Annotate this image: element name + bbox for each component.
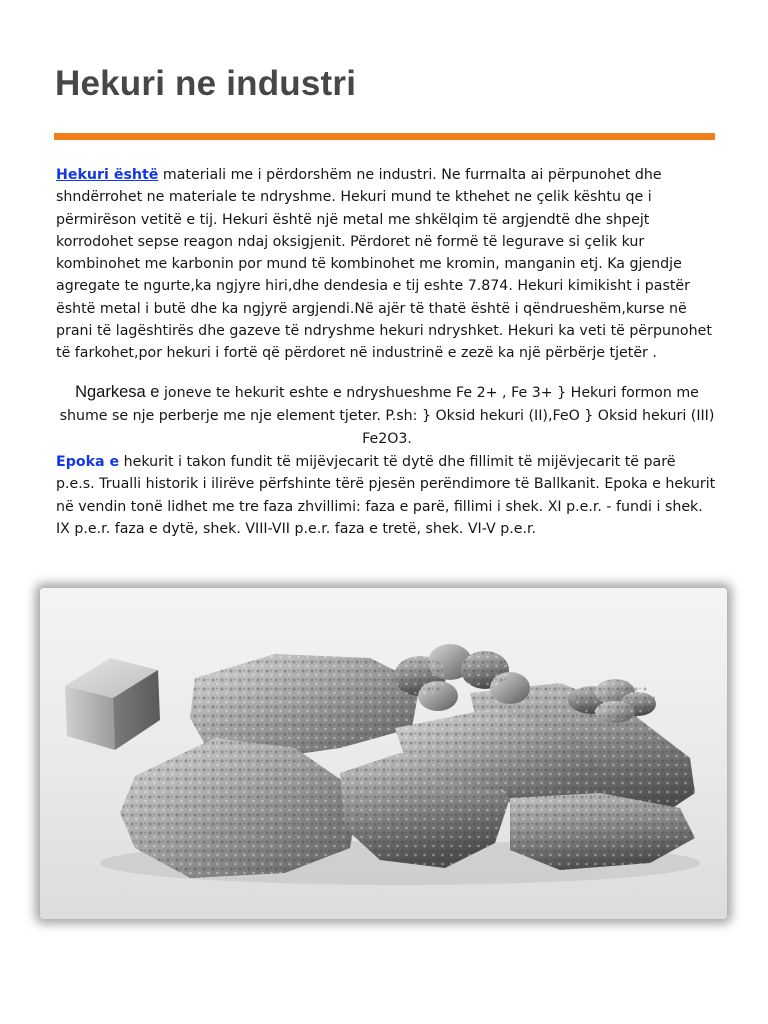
iron-cube — [65, 658, 160, 750]
paragraph-epoka — [56, 451, 718, 540]
iron-flake-front-left — [120, 738, 360, 878]
paragraph-ngarkesa — [56, 381, 718, 451]
epoka-lead: Epoka e — [56, 454, 120, 470]
iron-pieces-illustration — [40, 588, 727, 919]
hekuri-link[interactable]: Hekuri është — [56, 167, 159, 183]
paragraph-epoka-text: hekurit i takon fundit të mijëvjecarit të dytë dhe fillimit të mijëvjecarit të parë p.e.s. Trualli historik i ilirëve përfshinte tërë pjesën perëndimore të Ballkanit. Epoka e hekurit në vendin tonë lidhet me tre faza zhvillimi: faza e parë, fillimi i shek. XI p.e.r. - fundi i shek. IX p.e.r. faza e dytë, shek. VIII-VII p.e.r. faza e tretë, shek. VI-V p.e.r. — [56, 454, 716, 537]
paragraph-ngarkesa-text: joneve te hekurit eshte e ndryshueshme Fe 2+ , Fe 3+ } Hekuri formon me shume se nje perberje me nje element tjeter. P.sh: } Oksid hekuri (II),FeO } Oksid hekuri (III) Fe2O3. — [59, 385, 715, 447]
iron-pieces-photo — [40, 588, 727, 919]
paragraph-hekuri — [56, 164, 718, 365]
ngarkesa-lead: Ngarkesa e — [75, 383, 160, 401]
title-divider — [54, 133, 715, 140]
paragraph-hekuri-text: materiali me i përdorshëm ne industri. Ne furrnalta ai përpunohet dhe shndërrohet ne materiale te ndryshme. Hekuri mund te kthehet ne çelik kështu qe i përmirëson vetitë e tij. Hekuri është një metal me shkëlqim të argjendtë dhe shpejt korrodohet sepse reagon ndaj oksigjenit. Përdoret në formë të legurave si çelik kur kombinohet me karbonin por mund të kombinohet me kromin, manganin etj. Ka gjendje agregate te ngurte,ka ngjyre hiri,dhe dendesia e tij eshte 7.874. Hekuri kimikisht i pastër është metal i butë dhe ka ngjyrë argjendi.Në ajër të thatë është i qëndrueshëm,kurse në prani të lagështirës dhe gazeve të ndryshme hekuri ndryshket. Hekuri ka veti të përpunohet të farkohet,por hekuri i fortë që përdoret në industrinë e zezë ka një përbërje tjetër . — [56, 167, 712, 362]
page-title: Hekuri ne industri — [55, 64, 357, 103]
